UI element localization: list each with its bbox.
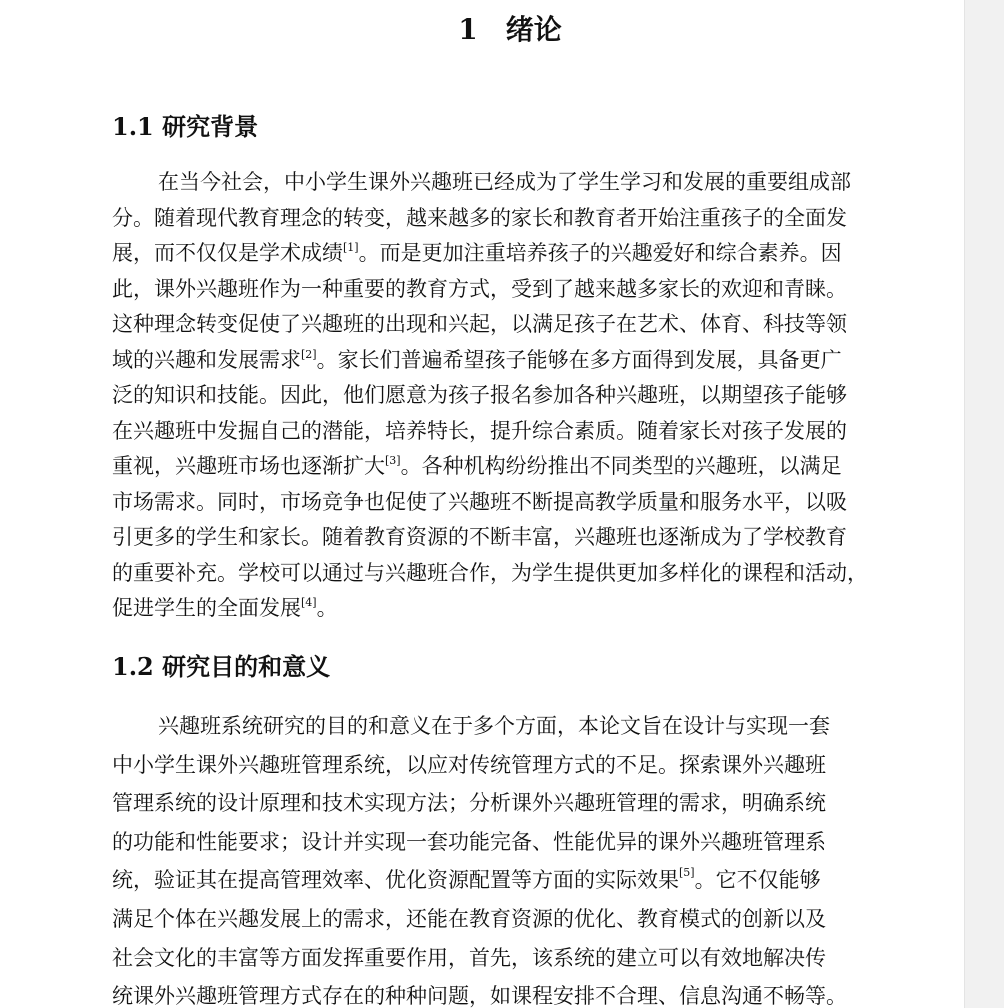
- text-segment: 这种理念转变促使了兴趣班的出现和兴起，以满足孩子在艺术、体育、科技等领: [112, 312, 847, 336]
- text-line: [112, 272, 912, 308]
- text-line: [112, 900, 912, 939]
- text-segment: 。各种机构纷纷推出不同类型的兴趣班，以满足: [400, 454, 842, 478]
- text-segment: 。家长们普遍希望孩子能够在多方面得到发展，具备更广: [316, 347, 842, 372]
- text-segment: 域的兴趣和发展需求: [112, 347, 301, 372]
- text-line: [112, 556, 912, 592]
- text-line: [112, 520, 912, 556]
- text-line: [112, 746, 912, 785]
- text-segment: 的重要补充。学校可以通过与兴趣班合作，为学生提供更加多样化的课程和活动，: [112, 560, 868, 585]
- citation-marker: [4]: [301, 596, 317, 609]
- chapter-title: 1 绪论: [458, 13, 562, 46]
- text-segment: 促进学生的全面发展: [112, 596, 301, 620]
- text-segment: 在兴趣班中发掘自己的潜能，培养特长，提升综合素质。随着家长对孩子发展的: [112, 418, 847, 443]
- vertical-scrollbar[interactable]: [964, 0, 1004, 1008]
- text-segment: 管理系统的设计原理和技术实现方法；分析课外兴趣班管理的需求，明确系统: [112, 791, 826, 816]
- text-line: [112, 861, 912, 900]
- text-segment: 。它不仅能够: [694, 868, 821, 893]
- text-segment: 统课外兴趣班管理方式存在的种种问题，如课程安排不合理、信息沟通不畅等。: [112, 984, 847, 1008]
- text-segment: 兴趣班系统研究的目的和意义在于多个方面，本论文旨在设计与实现一套: [158, 714, 830, 738]
- text-line: [112, 165, 912, 201]
- text-segment: 。而是更加注重培养孩子的兴趣爱好和综合素养。因: [358, 241, 842, 265]
- text-segment: 满足个体在兴趣发展上的需求，还能在教育资源的优化、教育模式的创新以及: [112, 906, 826, 931]
- text-segment: 的功能和性能要求；设计并实现一套功能完备、性能优异的课外兴趣班管理系: [112, 829, 826, 854]
- text-segment: 重视，兴趣班市场也逐渐扩大: [112, 454, 385, 478]
- text-line: [112, 307, 912, 343]
- text-line: [112, 449, 912, 485]
- section-heading-background: 1.1 研究背景: [112, 112, 259, 141]
- citation-marker: [5]: [679, 866, 695, 880]
- citation-marker: [3]: [385, 454, 401, 467]
- text-segment: 。: [316, 596, 338, 620]
- text-line: [112, 378, 912, 414]
- text-segment: 统，验证其在提高管理效率、优化资源配置等方面的实际效果: [112, 868, 679, 893]
- text-segment: 中小学生课外兴趣班管理系统，以应对传统管理方式的不足。探索课外兴趣班: [112, 752, 826, 777]
- text-segment: 在当今社会，中小学生课外兴趣班已经成为了学生学习和发展的重要组成部: [158, 170, 851, 194]
- text-segment: 泛的知识和技能。因此，他们愿意为孩子报名参加各种兴趣班，以期望孩子能够: [112, 383, 847, 407]
- text-line: [112, 414, 912, 450]
- paragraph-research-purpose: [112, 707, 912, 1008]
- text-segment: 引更多的学生和家长。随着教育资源的不断丰富，兴趣班也逐渐成为了学校教育: [112, 525, 847, 549]
- text-line: [112, 977, 912, 1008]
- citation-marker: [2]: [301, 347, 317, 361]
- text-line: [112, 784, 912, 823]
- citation-marker: [1]: [343, 241, 359, 254]
- text-line: [112, 201, 912, 237]
- text-segment: 此，课外兴趣班作为一种重要的教育方式，受到了越来越多家长的欢迎和青睐。: [112, 276, 847, 301]
- text-segment: 分。随着现代教育理念的转变，越来越多的家长和教育者开始注重孩子的全面发: [112, 205, 847, 230]
- text-segment: 展，而不仅仅是学术成绩: [112, 241, 343, 265]
- text-segment: 社会文化的丰富等方面发挥重要作用，首先，该系统的建立可以有效地解决传: [112, 945, 826, 970]
- section-heading-purpose: 1.2 研究目的和意义: [112, 652, 331, 681]
- text-segment: 市场需求。同时，市场竞争也促使了兴趣班不断提高教学质量和服务水平，以吸: [112, 489, 847, 514]
- text-line: [112, 591, 912, 627]
- text-line: [112, 485, 912, 521]
- text-line: [112, 236, 912, 272]
- text-line: [112, 939, 912, 978]
- text-line: [112, 343, 912, 379]
- paragraph-research-background: [112, 165, 912, 627]
- text-line: [112, 823, 912, 862]
- text-line: [112, 707, 912, 746]
